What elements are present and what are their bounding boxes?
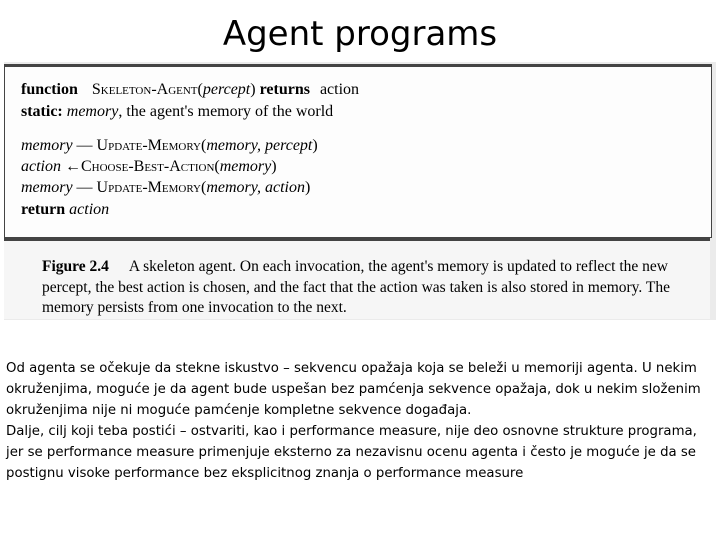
return-value: action: [69, 201, 110, 218]
code-line-choose-action: [21, 158, 277, 176]
code-line-static: [21, 103, 333, 121]
fn-update-memory: Update-Memory: [96, 137, 201, 154]
lhs-var: action: [21, 158, 61, 175]
figure-label: Figure 2.4: [42, 258, 109, 275]
code-line-return: [21, 201, 109, 219]
textbook-figure-scan: [4, 62, 716, 320]
caption-text: A skeleton agent. On each invocation, the agent's memory is updated to reflect the new percept, the best action is chosen, and the fact that the action was taken is also stored in memory. The memory persists from one invocation to the next.: [42, 258, 670, 316]
keyword-return: return: [21, 201, 66, 218]
code-line-function: [21, 81, 359, 99]
fn-args: memory, percept: [206, 137, 313, 154]
body-text: [6, 358, 716, 484]
paragraph-2: Dalje, cilj koji teba postići – ostvariti, kao i performance measure, nije deo osnovne strukture programa, jer se performance measure primenjuje eksterno za nezavisnu ocenu agenta i često je moguće je da se postignu visoke performance bez eksplicitnog znanja o performance measure: [6, 424, 697, 481]
close-paren: ): [271, 158, 277, 175]
assign-arrow: —: [76, 137, 93, 154]
figure-caption: [42, 257, 692, 319]
pseudocode-box: [4, 64, 712, 238]
code-line-update-action: [21, 179, 310, 197]
open-paren: (: [201, 137, 207, 154]
paragraph-1: Od agenta se očekuje da stekne iskustvo – sekvencu opažaja koja se beleži u memoriji agenta. U nekim okruženjima, moguće je da agent bude uspešan bez pamćenja sekvence opažaja, dok u nekim složenim okruženjima nije ni moguće pamćenje kompletne sekvence događaja.: [6, 361, 701, 418]
open-paren: (: [197, 81, 203, 98]
code-line-update-percept: [21, 137, 318, 155]
close-paren: ): [304, 179, 311, 196]
fn-update-memory: Update-Memory: [96, 179, 201, 196]
static-desc: , the agent's memory of the world: [118, 103, 334, 120]
keyword-static: static:: [21, 103, 63, 120]
close-paren: ): [250, 81, 256, 98]
keyword-returns: returns: [259, 81, 310, 98]
param-percept: percept: [202, 81, 251, 98]
fn-choose-best-action: Choose-Best-Action: [81, 158, 215, 175]
close-paren: ): [312, 137, 318, 154]
keyword-function: function: [21, 81, 78, 98]
lhs-var: memory: [21, 179, 73, 196]
figure-caption-box: [4, 238, 710, 319]
fn-args: memory, action: [206, 179, 305, 196]
open-paren: (: [201, 179, 207, 196]
lhs-var: memory: [21, 137, 73, 154]
function-name: Skeleton-Agent: [91, 81, 198, 98]
return-type: action: [319, 81, 360, 98]
static-var: memory: [66, 103, 119, 120]
assign-arrow: —: [76, 179, 93, 196]
slide-title: Agent programs: [222, 14, 498, 54]
assign-arrow: ←: [65, 158, 81, 175]
open-paren: (: [214, 158, 220, 175]
fn-args: memory: [219, 158, 272, 175]
